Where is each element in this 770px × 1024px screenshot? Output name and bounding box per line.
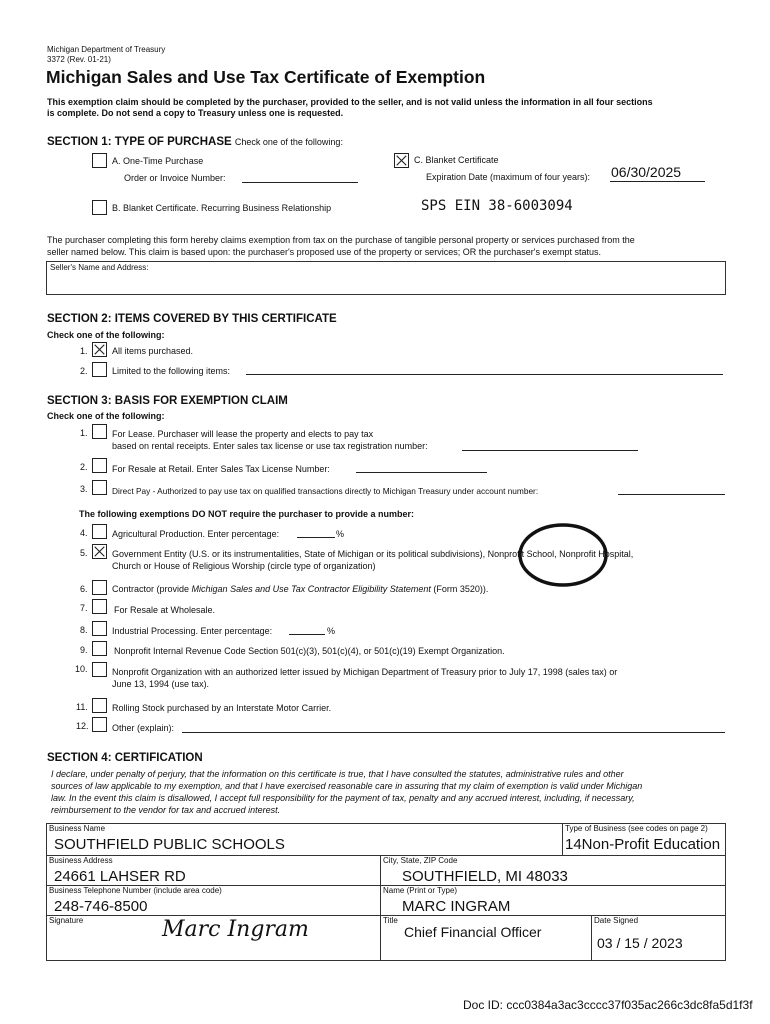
form-title: Michigan Sales and Use Tax Certificate of Exemption xyxy=(46,67,486,87)
phone-cell[interactable] xyxy=(46,885,380,915)
industrial-percent-field[interactable] xyxy=(289,634,325,635)
signature-value: Marc Ingram xyxy=(162,917,309,942)
checkbox-3-9[interactable] xyxy=(92,641,107,656)
s3-num-9: 9. xyxy=(80,645,88,655)
s3-num-12: 12. xyxy=(76,721,89,731)
intro-line-2: is complete. Do not send a copy to Treasury unless one is requested. xyxy=(47,108,344,118)
section3-heading: SECTION 3: BASIS FOR EXEMPTION CLAIM xyxy=(47,395,288,407)
order-number-label: Order or Invoice Number: xyxy=(124,173,226,183)
expiration-value: 06/30/2025 xyxy=(611,164,682,180)
checkbox-3-11[interactable] xyxy=(92,698,107,713)
seller-box[interactable] xyxy=(46,261,726,295)
cert-line-3: law. In the event this claim is disallowed, I accept full responsibility for the payment of tax, penalty and any accrued interest, including, if necessary, xyxy=(51,793,635,803)
no-number-note: The following exemptions DO NOT require the purchaser to provide a number: xyxy=(79,509,415,519)
s3-4-label: Agricultural Production. Enter percentage: xyxy=(112,529,280,539)
opt-1a-label: A. One-Time Purchase xyxy=(112,156,204,166)
lease-license-field[interactable] xyxy=(462,450,638,451)
doc-id: Doc ID: ccc0384a3ac3cccc37f035ac266c3dc8fa5d1f3f xyxy=(463,998,753,1012)
date-cell[interactable] xyxy=(591,915,726,961)
purchaser-para-1: The purchaser completing this form hereby claims exemption from tax on the purchase of tangible personal property or services purchased from the xyxy=(47,235,635,245)
circle-mark-icon xyxy=(517,522,609,588)
s3-6-label xyxy=(112,584,488,594)
section1-check-note: Check one of the following: xyxy=(234,137,343,147)
check-x-icon xyxy=(93,343,106,356)
seller-label: Seller's Name and Address: xyxy=(50,263,149,272)
s3-1-line-a: For Lease. Purchaser will lease the property and elects to pay tax xyxy=(112,429,374,439)
business-address-value: 24661 LAHSER RD xyxy=(54,868,186,885)
print-name-label: Name (Print or Type) xyxy=(383,886,458,895)
s3-5-line-a: Government Entity (U.S. or its instrumentalities, State of Michigan or its political subdivisions), Nonprofit School, Nonprofit Hospital, xyxy=(112,549,634,559)
checkbox-1c[interactable] xyxy=(394,153,409,168)
s2-label-1: All items purchased. xyxy=(112,346,194,356)
business-name-cell[interactable] xyxy=(46,823,562,855)
date-label: Date Signed xyxy=(594,916,639,925)
expiration-label: Expiration Date (maximum of four years): xyxy=(426,172,591,182)
s2-label-2: Limited to the following items: xyxy=(112,366,231,376)
s3-num-10: 10. xyxy=(75,664,88,674)
checkbox-3-4[interactable] xyxy=(92,524,107,539)
checkbox-1a[interactable] xyxy=(92,153,107,168)
s2-num-1: 1. xyxy=(80,346,88,356)
section1-heading: SECTION 1: TYPE OF PURCHASE xyxy=(47,136,232,148)
print-name-value: MARC INGRAM xyxy=(402,898,511,915)
checkbox-3-6[interactable] xyxy=(92,580,107,595)
checkbox-3-12[interactable] xyxy=(92,717,107,732)
order-number-field[interactable] xyxy=(242,182,358,183)
opt-1c-label: C. Blanket Certificate xyxy=(414,155,499,165)
s3-2-label: For Resale at Retail. Enter Sales Tax License Number: xyxy=(112,464,330,474)
direct-pay-field[interactable] xyxy=(618,494,725,495)
s3-num-7: 7. xyxy=(80,603,88,613)
business-name-label: Business Name xyxy=(49,824,106,833)
business-type-label: Type of Business (see codes on page 2) xyxy=(565,824,708,833)
checkbox-2-2[interactable] xyxy=(92,362,107,377)
section2-heading: SECTION 2: ITEMS COVERED BY THIS CERTIFICATE xyxy=(47,313,337,325)
s3-11-label: Rolling Stock purchased by an Interstate Motor Carrier. xyxy=(112,703,332,713)
s3-num-6: 6. xyxy=(80,584,88,594)
dept-name: Michigan Department of Treasury xyxy=(47,45,166,54)
s3-10-line-b: June 13, 1994 (use tax). xyxy=(112,679,210,689)
phone-value: 248-746-8500 xyxy=(54,898,148,915)
s3-6-part-b: Michigan Sales and Use Tax Contractor Eligibility Statement xyxy=(191,584,431,594)
title-cell[interactable] xyxy=(380,915,591,961)
s2-num-2: 2. xyxy=(80,366,88,376)
s3-num-5: 5. xyxy=(80,548,88,558)
date-value: 03 / 15 / 2023 xyxy=(597,935,683,951)
intro-line-1: This exemption claim should be completed by the purchaser, provided to the seller, and is not valid unless the information in all four sections xyxy=(47,97,653,107)
agri-pct-sign: % xyxy=(336,529,345,539)
checkbox-3-2[interactable] xyxy=(92,458,107,473)
city-value: SOUTHFIELD, MI 48033 xyxy=(402,868,568,885)
title-value: Chief Financial Officer xyxy=(404,924,542,940)
cert-line-1: I declare, under penalty of perjury, that the information on this certificate is true, that I have consulted the statutes, administrative rules and other xyxy=(51,769,624,779)
s3-num-2: 2. xyxy=(80,462,88,472)
checkbox-2-1[interactable] xyxy=(92,342,107,357)
s3-num-11: 11. xyxy=(76,702,88,712)
print-name-cell[interactable] xyxy=(380,885,726,915)
s3-5-line-b: Church or House of Religious Worship (circle type of organization) xyxy=(112,561,376,571)
business-type-cell[interactable] xyxy=(562,823,726,855)
expiration-field[interactable] xyxy=(610,181,705,182)
checkbox-3-1[interactable] xyxy=(92,424,107,439)
purchaser-para-2: seller named below. This claim is based upon: the purchaser's proposed use of the property or services; OR the purchaser's exempt status. xyxy=(47,247,602,257)
cert-line-4: reimbursement to the vendor for tax and accrued interest. xyxy=(51,805,281,815)
industrial-pct-sign: % xyxy=(327,626,336,636)
check-x-icon xyxy=(395,154,408,167)
s3-3-label: Direct Pay - Authorized to pay use tax on qualified transactions directly to Michigan Treasury under account number: xyxy=(112,486,539,496)
checkbox-3-5[interactable] xyxy=(92,544,107,559)
cert-line-2: sources of law applicable to my exemption, and that I have exercised reasonable care in assuring that my claim of exemption is valid under Michigan xyxy=(51,781,643,791)
limited-items-field[interactable] xyxy=(246,374,723,375)
city-label: City, State, ZIP Code xyxy=(383,856,458,865)
s3-9-label: Nonprofit Internal Revenue Code Section 501(c)(3), 501(c)(4), or 501(c)(19) Exempt Organization. xyxy=(114,646,505,656)
s3-num-4: 4. xyxy=(80,528,88,538)
section2-check-note: Check one of the following: xyxy=(47,330,165,340)
business-type-value: 14Non-Profit Education xyxy=(565,836,721,853)
s3-6-part-c: (Form 3520)). xyxy=(430,584,489,594)
s3-10-line-a: Nonprofit Organization with an authorized letter issued by Michigan Department of Treasury prior to July 17, 1998 (sales tax) or xyxy=(112,667,618,677)
other-explain-field[interactable] xyxy=(182,732,725,733)
section1-heading-row xyxy=(47,136,343,148)
checkbox-3-8[interactable] xyxy=(92,621,107,636)
s3-12-label: Other (explain): xyxy=(112,723,175,733)
s3-num-8: 8. xyxy=(80,625,88,635)
title-label: Title xyxy=(383,916,398,925)
s3-8-label: Industrial Processing. Enter percentage: xyxy=(112,626,273,636)
opt-1b-label: B. Blanket Certificate. Recurring Business Relationship xyxy=(112,203,332,213)
signature-cell[interactable] xyxy=(46,915,380,961)
signature-label: Signature xyxy=(49,916,84,925)
s3-1-line-b: based on rental receipts. Enter sales tax license or use tax registration number: xyxy=(112,441,428,451)
section3-check-note: Check one of the following: xyxy=(47,411,165,421)
s3-num-3: 3. xyxy=(80,484,88,494)
check-x-icon xyxy=(93,545,106,558)
city-cell[interactable] xyxy=(380,855,726,885)
section4-heading: SECTION 4: CERTIFICATION xyxy=(47,752,203,764)
checkbox-3-3[interactable] xyxy=(92,480,107,495)
agri-percent-field[interactable] xyxy=(297,537,335,538)
business-address-label: Business Address xyxy=(49,856,113,865)
business-name-value: SOUTHFIELD PUBLIC SCHOOLS xyxy=(54,836,285,853)
s3-num-1: 1. xyxy=(80,428,88,438)
form-number: 3372 (Rev. 01-21) xyxy=(47,55,111,64)
s3-7-label: For Resale at Wholesale. xyxy=(114,605,216,615)
sps-ein: SPS EIN 38-6003094 xyxy=(421,198,573,214)
checkbox-3-7[interactable] xyxy=(92,599,107,614)
business-address-cell[interactable] xyxy=(46,855,380,885)
phone-label: Business Telephone Number (include area code) xyxy=(49,886,222,895)
checkbox-1b[interactable] xyxy=(92,200,107,215)
s3-6-part-a: Contractor (provide xyxy=(112,584,192,594)
checkbox-3-10[interactable] xyxy=(92,662,107,677)
resale-license-field[interactable] xyxy=(356,472,487,473)
